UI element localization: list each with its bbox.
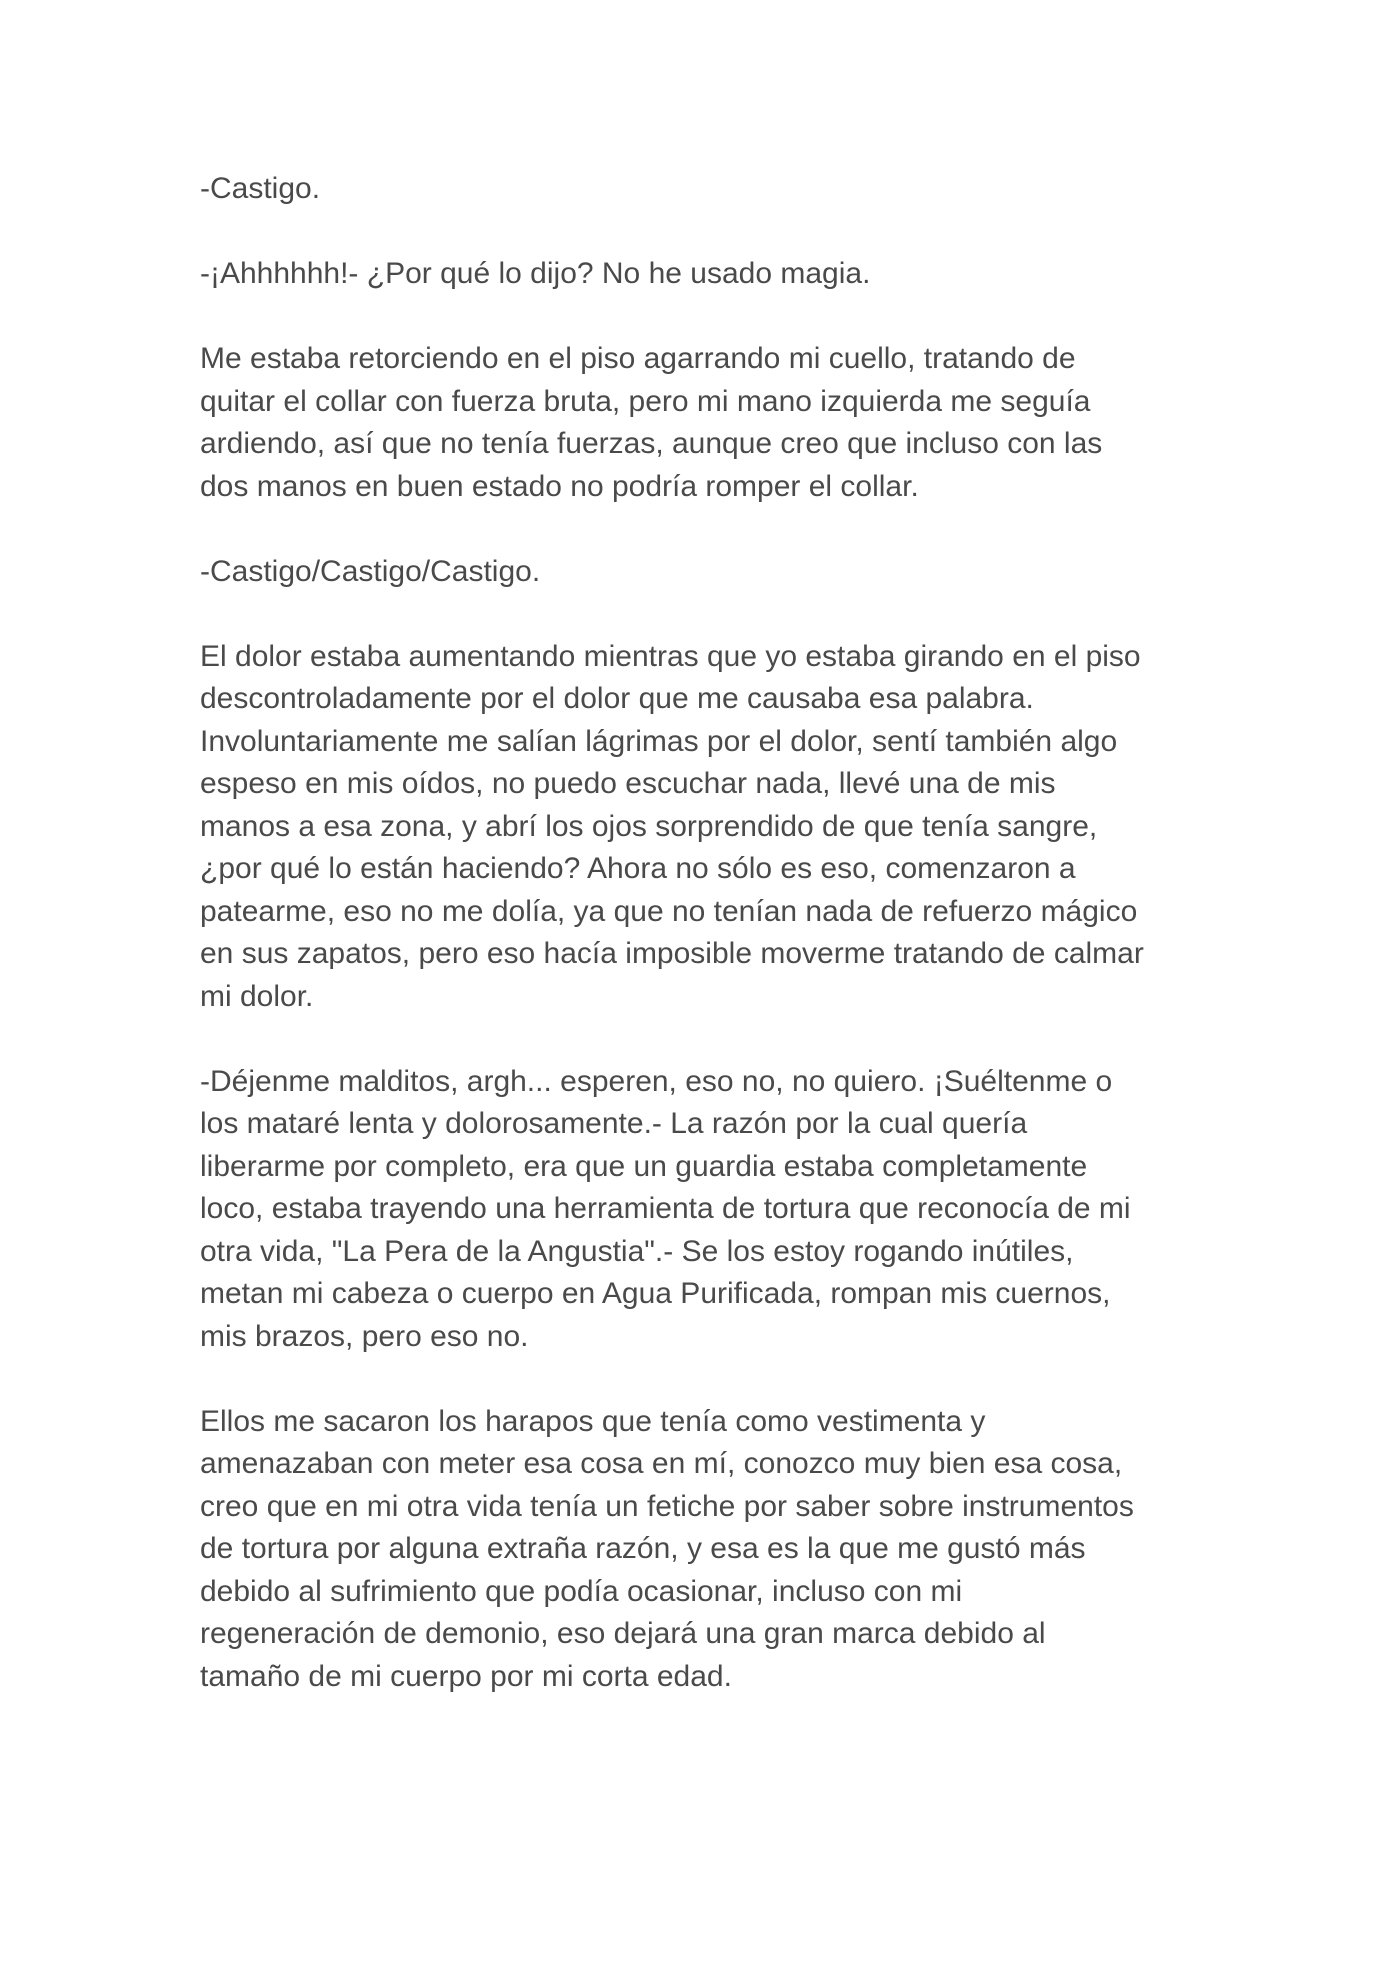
text-line: espeso en mis oídos, no puedo escuchar nada, llevé una de mis [200, 767, 1056, 800]
paragraph-4 [200, 551, 1220, 594]
text-line: amenazaban con meter esa cosa en mí, conozco muy bien esa cosa, [200, 1447, 1123, 1480]
text-line: -Déjenme malditos, argh... esperen, eso no, no quiero. ¡Suéltenme o [200, 1064, 1113, 1098]
text-line: ardiendo, así que no tenía fuerzas, aunque creo que incluso con las [200, 427, 1103, 460]
text-line: -Castigo. [200, 172, 321, 205]
text-line: loco, estaba trayendo una herramienta de tortura que reconocía de mi [200, 1192, 1131, 1225]
paragraph-2 [200, 253, 1220, 296]
text-line: descontroladamente por el dolor que me causaba esa palabra. [200, 682, 1034, 715]
paragraph-7 [200, 1401, 1220, 1699]
text-line: de tortura por alguna extraña razón, y esa es la que me gustó más [200, 1532, 1086, 1565]
text-line: Me estaba retorciendo en el piso agarrando mi cuello, tratando de [200, 342, 1076, 375]
text-line: Ellos me sacaron los harapos que tenía como vestimenta y [200, 1404, 986, 1438]
text-line: dos manos en buen estado no podría romper el collar. [200, 469, 919, 503]
text-line: manos a esa zona, y abrí los ojos sorprendido de que tenía sangre, [200, 809, 1098, 843]
text-line: debido al sufrimiento que podía ocasionar, incluso con mi [200, 1574, 963, 1608]
text-line: regeneración de demonio, eso dejará una gran marca debido al [200, 1617, 1046, 1650]
paragraph-3 [200, 338, 1220, 508]
text-line: en sus zapatos, pero eso hacía imposible moverme tratando de calmar [200, 937, 1144, 970]
text-line: -Castigo/Castigo/Castigo. [200, 554, 541, 588]
text-line: mis brazos, pero eso no. [200, 1319, 529, 1353]
text-line: patearme, eso no me dolía, ya que no tenían nada de refuerzo mágico [200, 894, 1138, 928]
text-line: metan mi cabeza o cuerpo en Agua Purificada, rompan mis cuernos, [200, 1277, 1111, 1310]
text-line: creo que en mi otra vida tenía un fetiche por saber sobre instrumentos [200, 1489, 1134, 1523]
document-page [200, 168, 1220, 1741]
paragraph-5 [200, 636, 1220, 1019]
text-line: ¿por qué lo están haciendo? Ahora no sólo es eso, comenzaron a [200, 852, 1076, 885]
text-line: tamaño de mi cuerpo por mi corta edad. [200, 1659, 732, 1693]
text-line: El dolor estaba aumentando mientras que yo estaba girando en el piso [200, 639, 1141, 673]
text-line: los mataré lenta y dolorosamente.- La razón por la cual quería [200, 1107, 1028, 1140]
text-line: otra vida, "La Pera de la Angustia".- Se los estoy rogando inútiles, [200, 1234, 1074, 1268]
text-line: -¡Ahhhhhh!- ¿Por qué lo dijo? No he usado magia. [200, 257, 871, 290]
text-line: Involuntariamente me salían lágrimas por el dolor, sentí también algo [200, 724, 1118, 758]
paragraph-1 [200, 168, 1220, 211]
text-line: liberarme por completo, era que un guardia estaba completamente [200, 1149, 1088, 1183]
text-line: quitar el collar con fuerza bruta, pero mi mano izquierda me seguía [200, 384, 1091, 418]
paragraph-6 [200, 1061, 1220, 1359]
text-line: mi dolor. [200, 979, 314, 1013]
